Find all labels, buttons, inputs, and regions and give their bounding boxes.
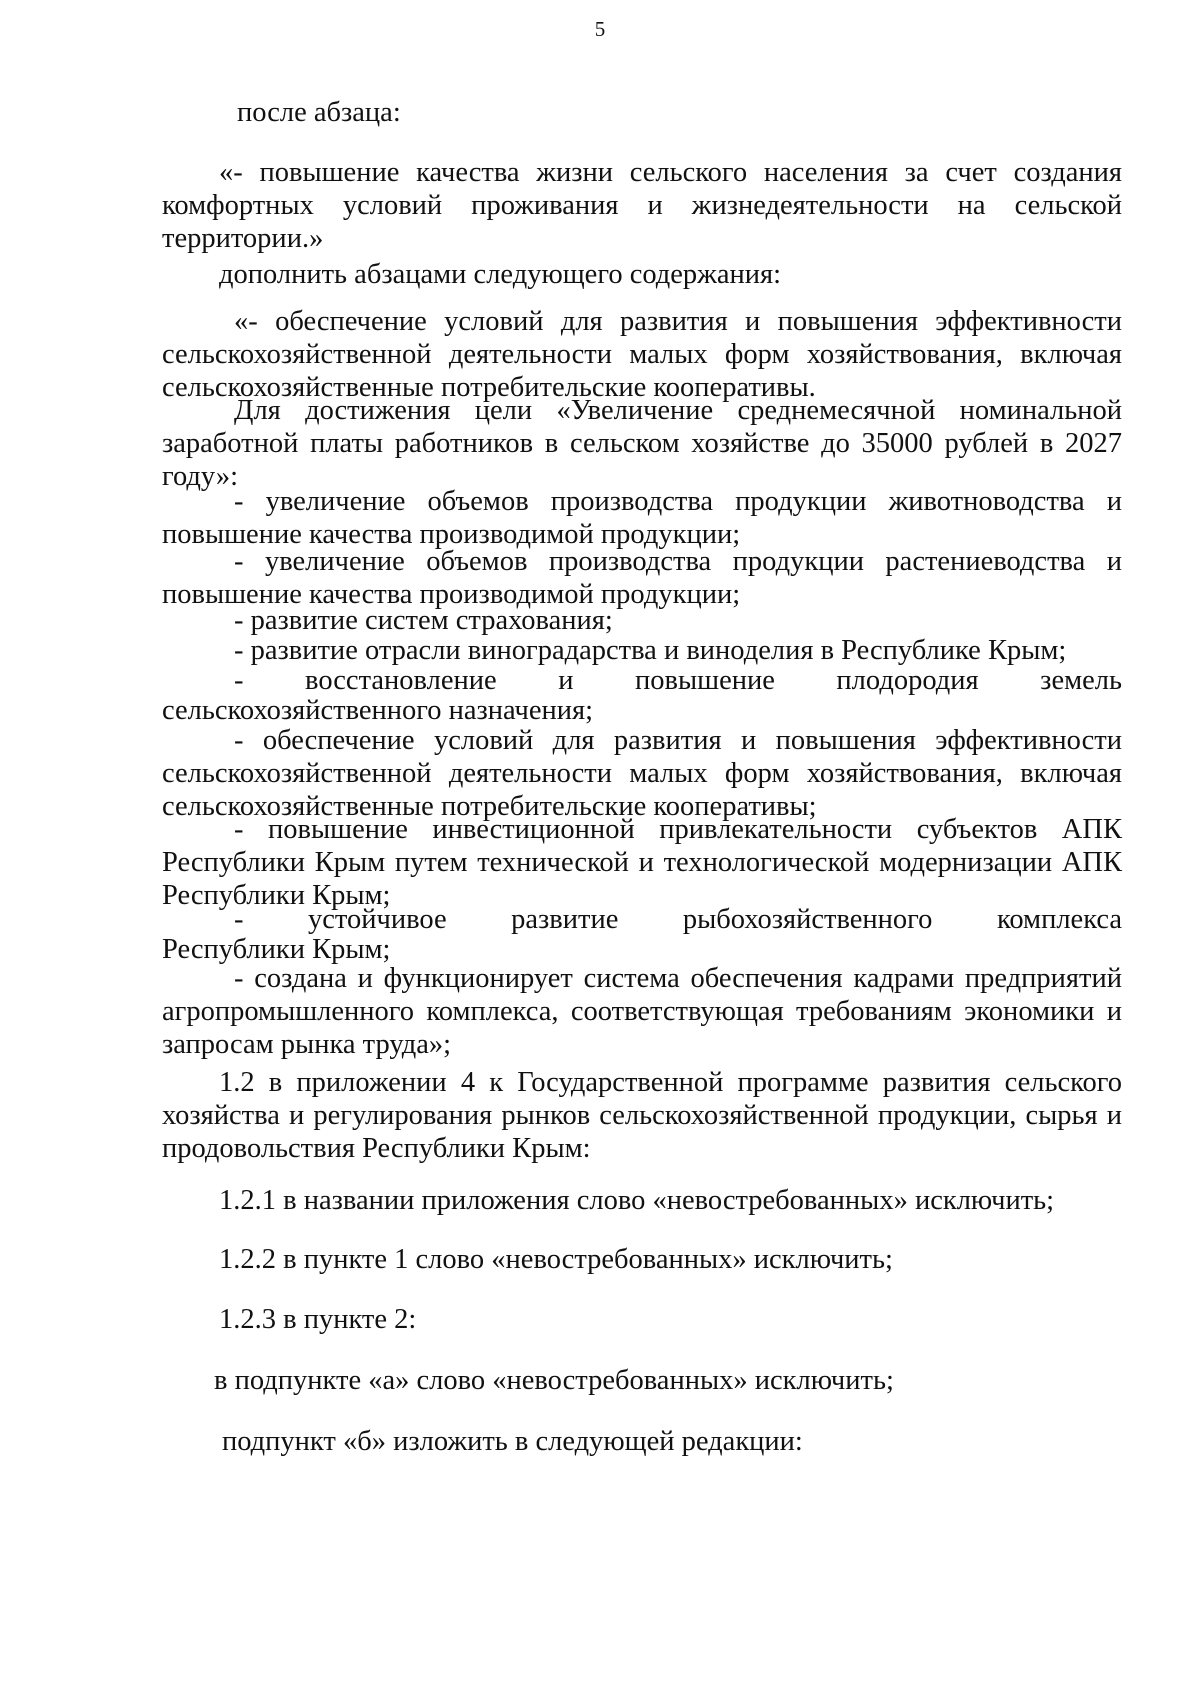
paragraph-1-2-3: 1.2.3 в пункте 2: bbox=[219, 1304, 417, 1335]
list-item-fishery-line-1: - устойчивое развитие рыбохозяйственного комплекса bbox=[234, 904, 1122, 935]
paragraph-subpoint-b: подпункт «б» изложить в следующей редакции: bbox=[222, 1426, 803, 1457]
paragraph-quote-small-forms: «- обеспечение условий для развития и повышения эффективности сельскохозяйственной деятельности малых форм хозяйствования, включая сельскохозяйственные потребительские кооперативы. bbox=[162, 306, 1122, 403]
list-item-investment: - повышение инвестиционной привлекательности субъектов АПК Республики Крым путем технической и технологической модернизации АПК Республики Крым; bbox=[162, 814, 1122, 911]
paragraph-1-2-appendix-4: 1.2 в приложении 4 к Государственной программе развития сельского хозяйства и регулирования рынков сельскохозяйственной продукции, сырья и продовольствия Республики Крым: bbox=[162, 1067, 1122, 1164]
paragraph-quote-rural-quality: «- повышение качества жизни сельского населения за счет создания комфортных условий проживания и жизнедеятельности на сельской территории.» bbox=[162, 157, 1122, 254]
paragraph-goal-salary: Для достижения цели «Увеличение среднемесячной номинальной заработной платы работников в сельском хозяйстве до 35000 рублей в 2027 году»: bbox=[162, 395, 1122, 492]
list-item-soil-line-2: сельскохозяйственного назначения; bbox=[162, 695, 594, 726]
paragraph-1-2-2: 1.2.2 в пункте 1 слово «невостребованных» исключить; bbox=[219, 1244, 893, 1275]
list-item-insurance: - развитие систем страхования; bbox=[234, 605, 613, 636]
page-number: 5 bbox=[594, 17, 606, 41]
list-item-small-forms: - обеспечение условий для развития и повышения эффективности сельскохозяйственной деятельности малых форм хозяйствования, включая сельскохозяйственные потребительские кооперативы; bbox=[162, 725, 1122, 822]
list-item-livestock: - увеличение объемов производства продукции животноводства и повышение качества производимой продукции; bbox=[162, 486, 1122, 550]
paragraph-after-abzac: после абзаца: bbox=[237, 97, 401, 128]
list-item-personnel: - создана и функционирует система обеспечения кадрами предприятий агропромышленного комплекса, соответствующая требованиям экономики и запросам рынка труда»; bbox=[162, 963, 1122, 1060]
list-item-crops: - увеличение объемов производства продукции растениеводства и повышение качества производимой продукции; bbox=[162, 546, 1122, 610]
paragraph-subpoint-a: в подпункте «а» слово «невостребованных» исключить; bbox=[214, 1365, 894, 1396]
list-item-fishery-line-2: Республики Крым; bbox=[162, 934, 391, 965]
list-item-soil-line-1: - восстановление и повышение плодородия земель bbox=[234, 665, 1122, 696]
list-item-viticulture: - развитие отрасли виноградарства и виноделия в Республике Крым; bbox=[234, 635, 1067, 666]
paragraph-supplement: дополнить абзацами следующего содержания: bbox=[219, 259, 782, 290]
paragraph-1-2-1: 1.2.1 в названии приложения слово «невостребованных» исключить; bbox=[219, 1185, 1055, 1216]
